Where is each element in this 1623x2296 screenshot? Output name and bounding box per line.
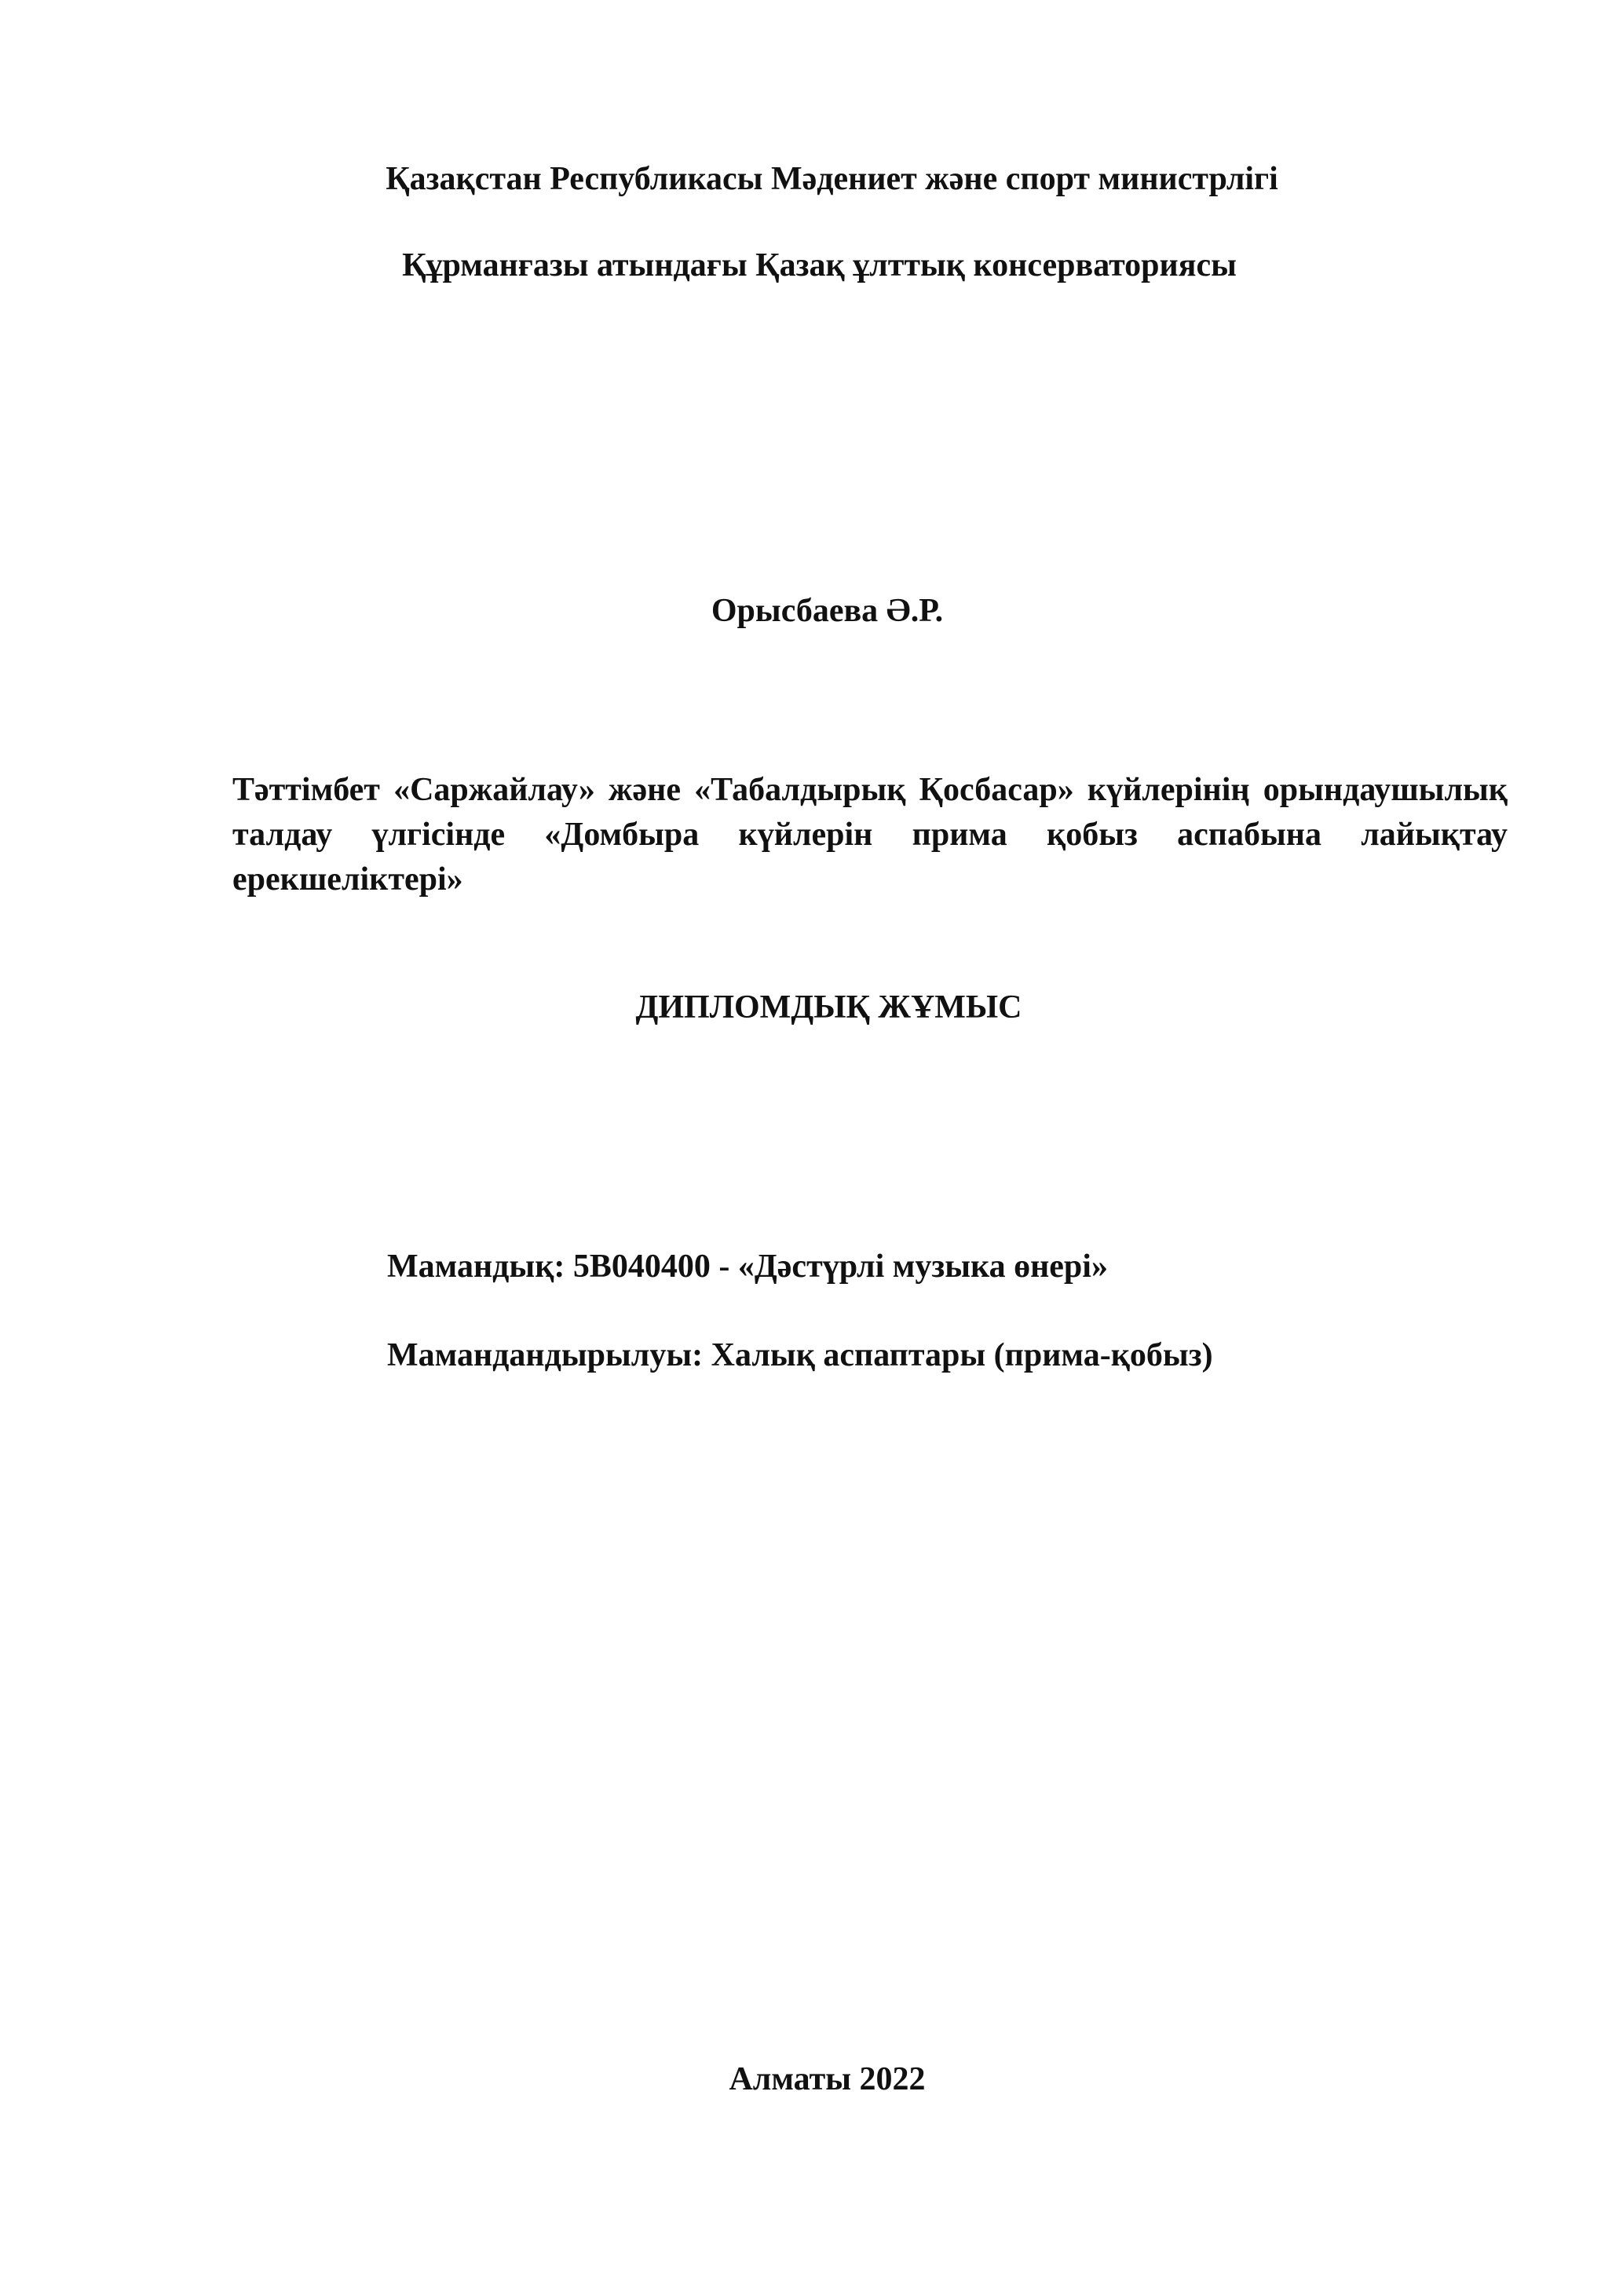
specialty-line: Мамандық: 5В040400 - «Дәстүрлі музыка өнері»	[387, 1249, 1108, 1285]
institution-heading: Құрманғазы атындағы Қазақ ұлттық консерваториясы	[402, 247, 1237, 283]
document-type: ДИПЛОМДЫҚ ЖҰМЫС	[635, 989, 1022, 1026]
author-name: Орысбаева Ә.Р.	[711, 593, 944, 629]
specialization-line: Мамандандырылуы: Халық аспаптары (прима-қобыз)	[387, 1337, 1213, 1373]
ministry-heading: Қазақстан Республикасы Мәдениет және спорт министрлігі	[386, 161, 1278, 197]
city-year: Алматы 2022	[729, 2061, 926, 2097]
thesis-title: Тәттімбет «Саржайлау» және «Табалдырық Қосбасар» күйлерінің орындаушылық талдау үлгісінде «Домбыра күйлерін прима қобыз аспабына лайықтау ерекшеліктері»	[232, 772, 1508, 898]
